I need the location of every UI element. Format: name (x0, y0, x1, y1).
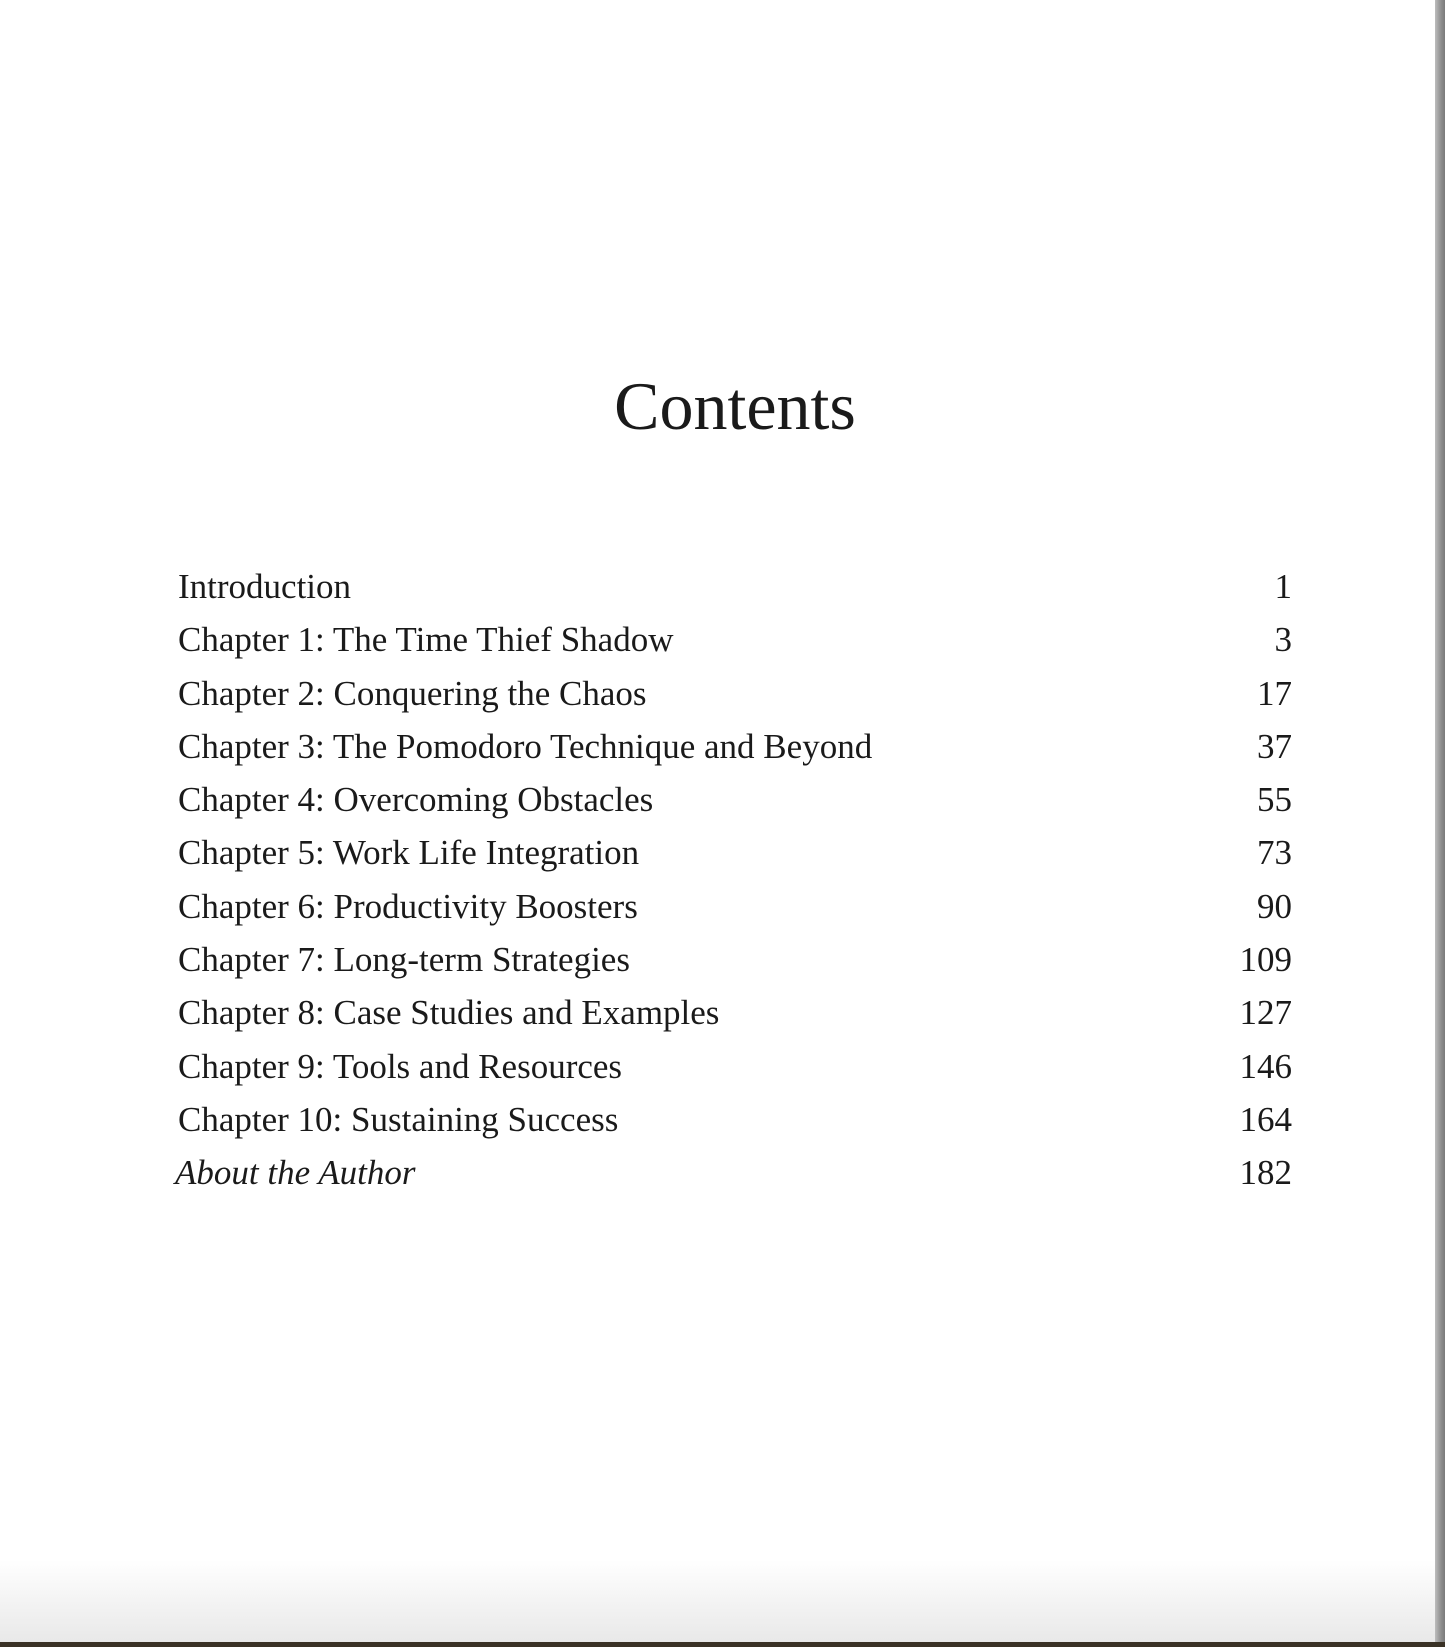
toc-entry-page: 182 (1239, 1153, 1292, 1193)
toc-entry-title: Introduction (178, 567, 352, 606)
toc-entry-title: Chapter 3: The Pomodoro Technique and Beyond (178, 726, 873, 766)
toc-entry-chapter-9[interactable] (178, 1040, 1292, 1093)
toc-entry-page: 90 (1257, 886, 1292, 926)
toc-entry-chapter-7[interactable] (178, 933, 1292, 986)
toc-entry-introduction[interactable] (178, 560, 1292, 613)
toc-entry-page: 17 (1257, 673, 1292, 713)
toc-entry-title: Chapter 9: Tools and Resources (178, 1046, 623, 1086)
toc-entry-chapter-8[interactable] (178, 986, 1292, 1039)
toc-entry-chapter-10[interactable] (178, 1093, 1292, 1146)
toc-entry-page: 73 (1257, 833, 1292, 873)
toc-entry-page: 55 (1257, 780, 1292, 820)
toc-entry-page: 109 (1239, 940, 1292, 980)
page-bottom-shadow (0, 1560, 1435, 1642)
toc-entry-chapter-3[interactable] (178, 720, 1292, 773)
toc-entry-page: 146 (1239, 1046, 1292, 1086)
page-edge-scrollbar[interactable] (1435, 0, 1445, 1647)
toc-entry-title: About the Author (175, 1153, 416, 1193)
table-of-contents (175, 560, 1292, 1200)
toc-entry-chapter-6[interactable] (178, 880, 1292, 933)
page-title: Contents (614, 368, 856, 444)
toc-entry-title: Chapter 10: Sustaining Success (178, 1099, 619, 1139)
page-bottom-edge (0, 1642, 1445, 1647)
toc-entry-title: Chapter 2: Conquering the Chaos (178, 673, 647, 713)
toc-entry-chapter-2[interactable] (178, 667, 1292, 720)
toc-entry-page: 37 (1257, 726, 1292, 766)
toc-entry-title: Chapter 4: Overcoming Obstacles (178, 780, 654, 820)
toc-entry-page: 164 (1239, 1099, 1292, 1139)
toc-entry-chapter-1[interactable] (178, 613, 1292, 666)
toc-entry-title: Chapter 8: Case Studies and Examples (178, 993, 720, 1033)
toc-entry-title: Chapter 1: The Time Thief Shadow (178, 620, 674, 660)
toc-entry-title: Chapter 6: Productivity Boosters (178, 886, 638, 926)
toc-entry-page: 1 (1274, 567, 1292, 606)
toc-entry-page: 3 (1274, 620, 1292, 660)
toc-entry-title: Chapter 5: Work Life Integration (178, 833, 640, 873)
toc-entry-page: 127 (1239, 993, 1292, 1033)
toc-entry-about-the-author[interactable] (175, 1146, 1292, 1199)
toc-entry-chapter-4[interactable] (178, 773, 1292, 826)
toc-entry-title: Chapter 7: Long-term Strategies (178, 940, 630, 980)
toc-entry-chapter-5[interactable] (178, 826, 1292, 879)
